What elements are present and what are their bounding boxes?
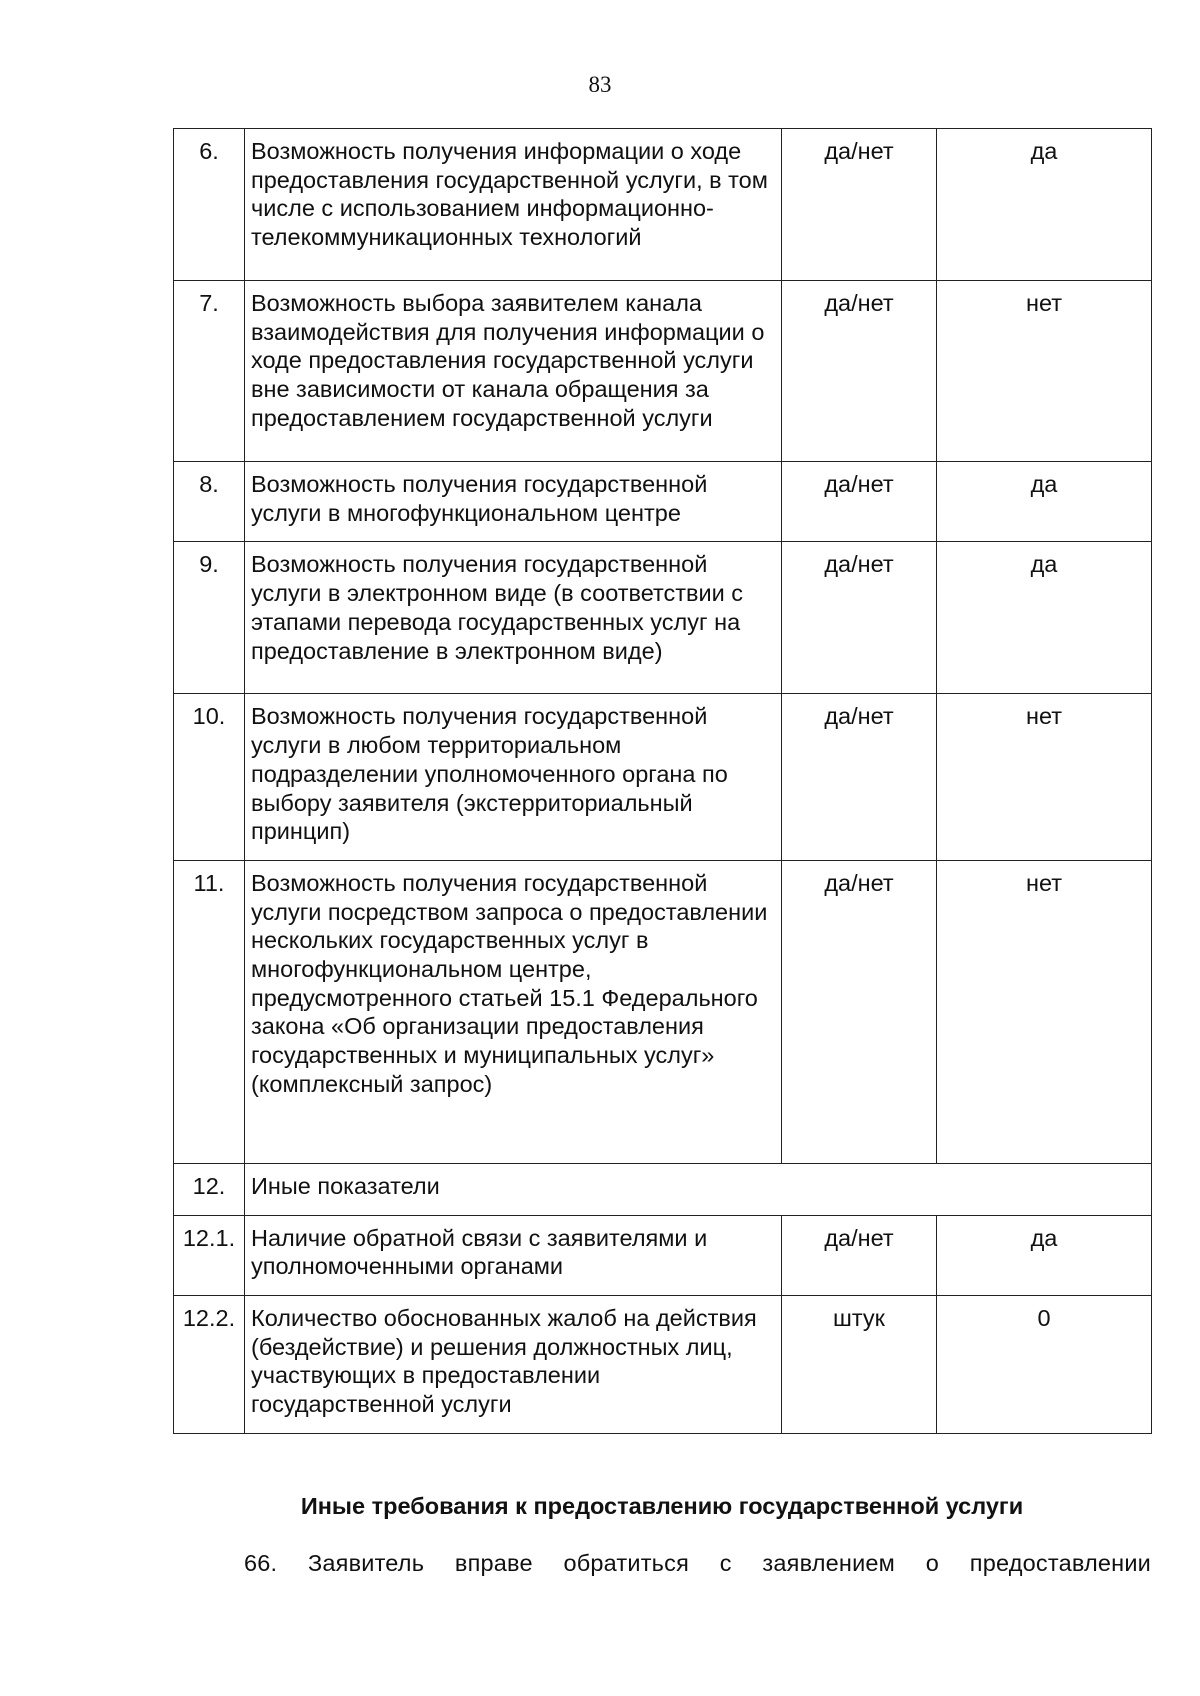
indicator-name: Количество обоснованных жалоб на действия (бездействие) и решения должностных лиц, участвующих в предоставлении государственной услуги xyxy=(245,1296,782,1434)
row-number: 12. xyxy=(174,1163,245,1215)
unit-of-measure: да/нет xyxy=(782,281,937,462)
indicator-name: Наличие обратной связи с заявителями и уполномоченными органами xyxy=(245,1215,782,1295)
indicator-name: Возможность получения информации о ходе предоставления государственной услуги, в том числе с использованием информационно-телекоммуникационных технологий xyxy=(245,129,782,281)
section-heading: Иные требования к предоставлению государственной услуги xyxy=(300,1493,1024,1519)
unit-of-measure: да/нет xyxy=(782,129,937,281)
unit-of-measure: штук xyxy=(782,1296,937,1434)
indicator-name: Возможность получения государственной услуги в любом территориальном подразделении уполномоченного органа по выбору заявителя (экстерриториальный принцип) xyxy=(245,694,782,861)
indicator-name: Возможность выбора заявителем канала взаимодействия для получения информации о ходе предоставления государственной услуги вне зависимости от канала обращения за предоставлением государственной услуги xyxy=(245,281,782,462)
normative-value: да xyxy=(937,542,1152,694)
row-number: 7. xyxy=(174,281,245,462)
row-number: 9. xyxy=(174,542,245,694)
indicator-name: Возможность получения государственной услуги в электронном виде (в соответствии с этапами перевода государственных услуг на предоставление в электронном виде) xyxy=(245,542,782,694)
paragraph-66: 66. Заявитель вправе обратиться с заявлением о предоставлении xyxy=(244,1550,1151,1576)
table-row xyxy=(174,281,1152,462)
normative-value: 0 xyxy=(937,1296,1152,1434)
unit-of-measure: да/нет xyxy=(782,542,937,694)
indicator-name: Возможность получения государственной услуги в многофункциональном центре xyxy=(245,462,782,542)
table-row xyxy=(174,694,1152,861)
row-number: 8. xyxy=(174,462,245,542)
group-name: Иные показатели xyxy=(245,1163,1152,1215)
normative-value: да xyxy=(937,1215,1152,1295)
unit-of-measure: да/нет xyxy=(782,1215,937,1295)
row-number: 11. xyxy=(174,860,245,1163)
normative-value: да xyxy=(937,462,1152,542)
normative-value: нет xyxy=(937,694,1152,861)
row-number: 12.1. xyxy=(174,1215,245,1295)
row-number: 12.2. xyxy=(174,1296,245,1434)
page-number: 83 xyxy=(588,72,612,97)
normative-value: нет xyxy=(937,281,1152,462)
normative-value: да xyxy=(937,129,1152,281)
unit-of-measure: да/нет xyxy=(782,694,937,861)
table-row xyxy=(174,860,1152,1163)
unit-of-measure: да/нет xyxy=(782,462,937,542)
unit-of-measure: да/нет xyxy=(782,860,937,1163)
row-number: 10. xyxy=(174,694,245,861)
table-group-row xyxy=(174,1163,1152,1215)
row-number: 6. xyxy=(174,129,245,281)
indicator-name: Возможность получения государственной услуги посредством запроса о предоставлении нескольких государственных услуг в многофункциональном центре, предусмотренного статьей 15.1 Федерального закона «Об организации предоставления государственных и муниципальных услуг» (комплексный запрос) xyxy=(245,860,782,1163)
table-row xyxy=(174,1296,1152,1434)
table-row xyxy=(174,129,1152,281)
indicators-table xyxy=(173,128,1152,1434)
table-row xyxy=(174,1215,1152,1295)
normative-value: нет xyxy=(937,860,1152,1163)
table-row xyxy=(174,462,1152,542)
table-row xyxy=(174,542,1152,694)
